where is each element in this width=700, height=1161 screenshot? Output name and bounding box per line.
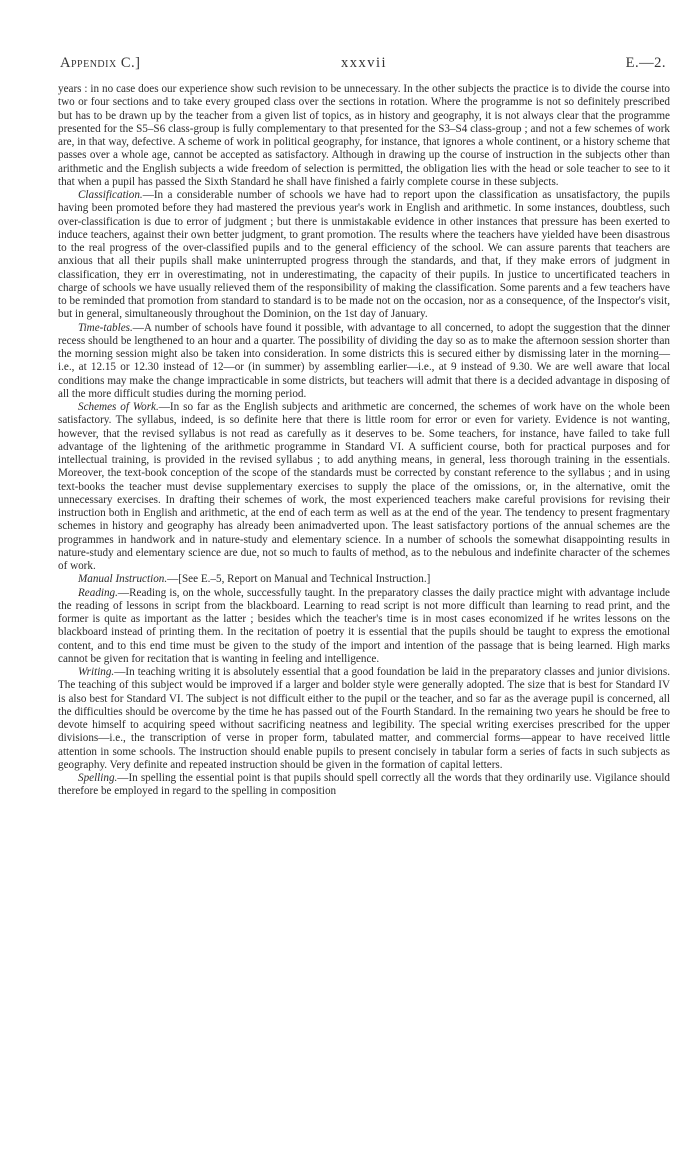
paragraph-text: —In teaching writing it is absolutely essential that a good foundation be laid in the preparatory classes and junior divisions. The teaching of this subject would be improved if a larger and bolder style were generally adopted. The size that is best for Standard IV is also best for Standard VI. The subject is not difficult either to the pupil or the teacher, and so far as the average pupil is concerned, all the difficulties should be overcome by the time he has passed out of the Fourth Standard. In the remaining two years he should be free to devote himself to acquiring speed without sacrificing neatness and legibility. The special writing exercises prescribed for the upper divisions—i.e., the transcription of verse in proper form, tabulated matter, and commercial forms—appear to have received little attention in some schools. The instruction should enable pupils to present concisely in tabular form a series of facts in such subjects as geography. Very definite and repeated instruction should be given in the formation of capital letters.	[58, 666, 670, 771]
paragraph-time-tables	[58, 322, 670, 402]
paragraph-text: years : in no case does our experience show such revision to be unnecessary. In the other subjects the practice is to divide the course into two or four sections and to take every grouped class over the sections in rotation. Where the programme is not so definitely prescribed but has to be drawn up by the teacher from a given list of topics, as in history and geography, it is not always clear that the programme presented for the S5–S6 class-group is fully complementary to that presented for the S3–S4 class-group ; and not a few schemes of work are, in that way, defective. A scheme of work in political geography, for instance, that ignores a whole continent, or a history scheme that passes over a whole age, cannot be accepted as satisfactory. Although in drawing up the course of instruction in the subjects other than arithmetic and the English subjects a wide freedom of selection is permitted, the obligation lies with the head or sole teacher to see to it that when a pupil has passed the Sixth Standard he shall have finished a fairly complete course in these subjects.	[58, 83, 670, 188]
section-heading-reading: Reading.	[78, 586, 118, 599]
section-heading-spelling: Spelling.	[78, 772, 118, 784]
paragraph-spelling	[58, 772, 670, 799]
paragraph-manual-instruction	[58, 573, 670, 586]
paragraph-text: —Reading is, on the whole, successfully taught. In the preparatory classes the daily practice might with advantage include the reading of lessons in script from the blackboard. Learning to read script is not more difficult than learning to read print, and the former is quite as important as the latter ; besides which the teacher's time is in most cases economized if he writes lessons on the blackboard instead of printing them. In the recitation of poetry it is essential that the pupils should be taught to express the emotional content, and to this end time must be given to the study of the import and intention of the passage that is being learned. High marks cannot be given for recitation that is wanting in feeling and intelligence.	[58, 586, 670, 665]
header-document-code: E.—2.	[625, 55, 666, 71]
paragraph-text: —In spelling the essential point is that pupils should spell correctly all the words that they ordinarily use. Vigilance should therefore be employed in regard to the spelling in composition	[58, 772, 670, 798]
paragraph-reading	[58, 587, 670, 667]
paragraph-text: —A number of schools have found it possible, with advantage to all concerned, to adopt the suggestion that the dinner recess should be lengthened to an hour and a quarter. The possibility of dividing the day so as to make the afternoon session shorter than the morning session might also be taken into consideration. In some districts this is secured either by dismissing later in the morning—i.e., at 12.15 or 12.30 instead of 12—or (in summer) by assembling earlier—i.e., at 9 instead of 9.30. We are well aware that local conditions may make the change impracticable in some districts, but teachers will admit that there is a decided advantage in disposing of all the more difficult studies during the morning period.	[58, 321, 670, 400]
paragraph-text: —In so far as the English subjects and arithmetic are concerned, the schemes of work have on the whole been satisfactory. The syllabus, indeed, is so definite here that there is little room for error or even for variety. Evidence is not wanting, however, that the revised syllabus is not read as carefully as it deserves to be. Some teachers, for instance, have failed to take full advantage of the lightening of the arithmetic programme in Standard VI. A sufficient course, both for practical purposes and for intellectual training, is provided in the revised syllabus ; to add anything means, in general, less thorough training in the essentials. Moreover, the text-book conception of the scope of the standards must be corrected by constant reference to the syllabus ; and in using text-books the teacher must devise supplementary exercises to supply the place of the omissions, or, in the alternative, omit the unnecessary exercises. In drafting their schemes of work, the most experienced teachers make careful provisions for revising their instruction both in English and arithmetic, at the end of each term as well as at the end of the year. The tendency to present fragmentary schemes in history and geography has already been animadverted upon. The least satisfactory portions of the annual schemes are the programmes in handwork and in nature-study and elementary science. In a number of schools the somewhat disappointing results in nature-study and elementary science are due, not so much to faults of method, as to the nebulous and indefinite character of the schemes of work.	[58, 401, 670, 572]
section-heading-writing: Writing.	[78, 666, 115, 678]
section-heading-classification: Classification.	[78, 189, 143, 201]
paragraph-text: —In a considerable number of schools we have had to report upon the classification as unsatisfactory, the pupils having been promoted before they had mastered the previous year's work in English and arithmetic. In some instances, doubtless, such over-classification is due to error of judgment ; but there is unmistakable evidence in other instances that pressure has been exerted to induce teachers, against their own better judgment, to grant promotion. The results where the teachers have yielded have been disastrous to the real progress of the over-classified pupils and to the general efficiency of the school. We can assure parents that teachers are anxious that all their pupils shall make uninterrupted progress through the standards, and that, if they make errors of judgment in classification, they err in overestimating, not in underestimating, the capacity of their pupils. In justice to uncertificated teachers in charge of schools we have usually relieved them of the responsibility of making the classification. Some parents and a few teachers have to be reminded that promotion from standard to standard is to be made not on the occasion, nor as a consequence, of the Inspector's visit, but in general, simultaneously throughout the Dominion, on the 1st day of January.	[58, 189, 670, 321]
paragraph-classification	[58, 189, 670, 322]
paragraph-writing	[58, 666, 670, 772]
paragraph-schemes-of-work	[58, 401, 670, 573]
header-appendix-label: Appendix C.]	[60, 55, 141, 71]
header-page-number: xxxvii	[340, 55, 388, 71]
page-body	[58, 83, 670, 799]
page-header	[58, 55, 670, 77]
section-heading-schemes-of-work: Schemes of Work.	[78, 401, 159, 413]
section-heading-manual-instruction: Manual Instruction.	[78, 573, 168, 586]
section-heading-time-tables: Time-tables.	[78, 321, 133, 334]
paragraph-revision-intro	[58, 83, 670, 189]
paragraph-text: —[See E.–5, Report on Manual and Technical Instruction.]	[167, 573, 431, 586]
